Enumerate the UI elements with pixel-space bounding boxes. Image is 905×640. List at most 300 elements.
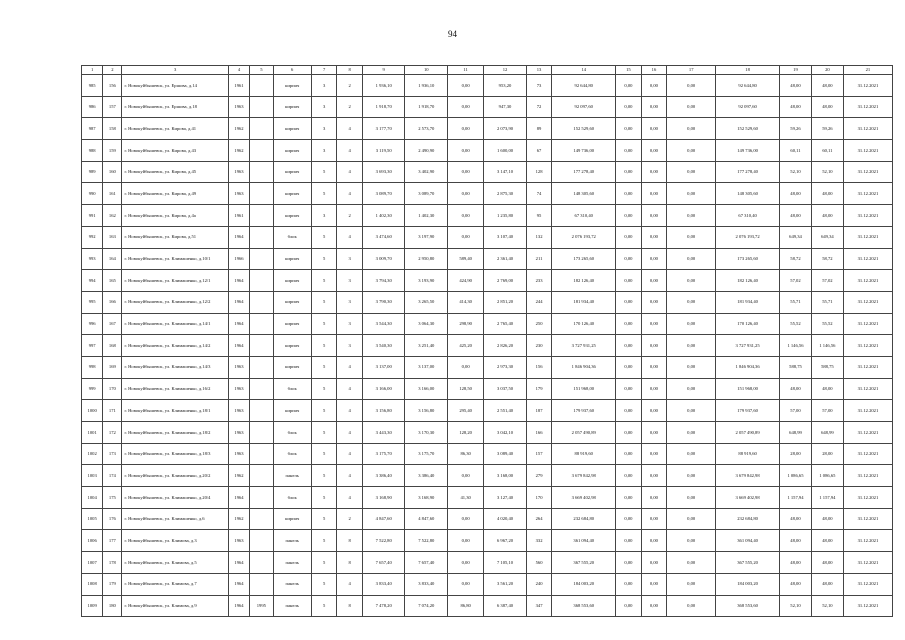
table-cell: 31.12.2021 [843, 378, 892, 400]
column-number-cell: 1 [82, 66, 103, 75]
table-cell: 425,20 [448, 335, 484, 357]
table-cell: 3 166,00 [405, 378, 448, 400]
table-cell: панель [273, 595, 311, 617]
table-cell: 128,50 [448, 378, 484, 400]
table-cell: 3 386,40 [405, 465, 448, 487]
table-cell: 3 727 931,25 [552, 335, 616, 357]
table-cell: 31.12.2021 [843, 400, 892, 422]
table-cell: 187 [526, 400, 552, 422]
table-cell: 279 [526, 465, 552, 487]
table-cell: 995 [82, 291, 103, 313]
table-cell: 5 [311, 313, 337, 335]
address-cell: г. Новокуйбышевск, ул. Климашенко, д.20/4 [122, 487, 228, 509]
table-cell: 1964 [228, 487, 249, 509]
table-cell: 0,00 [641, 313, 667, 335]
table-cell: 31.12.2021 [843, 465, 892, 487]
table-cell: 3 119,50 [362, 140, 405, 162]
table-cell: 367 555,20 [716, 552, 780, 574]
table-cell: кирпич [273, 291, 311, 313]
table-cell: 1 146,56 [780, 335, 812, 357]
table-cell: 31.12.2021 [843, 140, 892, 162]
table-cell: 92 644,80 [716, 75, 780, 97]
table-cell: 31.12.2021 [843, 183, 892, 205]
table-cell: 3 [337, 313, 363, 335]
table-cell: 0,00 [667, 530, 716, 552]
table-cell: 3 [337, 248, 363, 270]
table-cell: 72 [526, 96, 552, 118]
table-cell: 4 [337, 443, 363, 465]
table-cell: 0,00 [641, 422, 667, 444]
table-cell: 52,10 [811, 595, 843, 617]
table-cell: 3 156,80 [362, 400, 405, 422]
table-cell: 2 490,90 [405, 140, 448, 162]
table-cell: 48,00 [811, 205, 843, 227]
table-cell: 0,00 [641, 118, 667, 140]
address-cell: г. Новокуйбышевск, ул. Ершова, д.14 [122, 75, 228, 97]
table-cell: 0,00 [616, 465, 642, 487]
table-cell: 3 137,00 [405, 356, 448, 378]
table-cell: 48,00 [811, 378, 843, 400]
address-cell: г. Новокуйбышевск, ул. Ершова, д.18 [122, 96, 228, 118]
table-cell: 3 [337, 335, 363, 357]
table-cell: 171 [103, 400, 122, 422]
table-cell: 148 305,60 [716, 183, 780, 205]
table-cell: 1 086,65 [811, 465, 843, 487]
table-cell: 67 310,40 [552, 205, 616, 227]
table-cell [250, 183, 273, 205]
table-row [82, 465, 893, 487]
table-cell: 3 [311, 140, 337, 162]
table-cell: 240 [526, 573, 552, 595]
table-cell: 180 [103, 595, 122, 617]
table-cell: 2 057 490,89 [552, 422, 616, 444]
table-cell: 149 736,00 [552, 140, 616, 162]
table-cell: 57,02 [780, 270, 812, 292]
table-cell: 165 [103, 270, 122, 292]
table-cell: 1007 [82, 552, 103, 574]
address-cell: г. Новокуйбышевск, ул. Кирова, д.45 [122, 161, 228, 183]
table-cell: 173 265,60 [716, 248, 780, 270]
table-cell: 31.12.2021 [843, 335, 892, 357]
table-cell: 92 097,60 [716, 96, 780, 118]
table-cell: 3 127,40 [484, 487, 527, 509]
table-cell: 3 443,30 [362, 422, 405, 444]
table-cell: 89 [526, 118, 552, 140]
table-cell: 2 057 490,89 [716, 422, 780, 444]
table-cell: 181 934,40 [716, 291, 780, 313]
table-cell: 1 235,80 [484, 205, 527, 227]
table-cell: 31.12.2021 [843, 356, 892, 378]
table-cell [250, 465, 273, 487]
table-cell [250, 443, 273, 465]
table-cell: 0,00 [616, 226, 642, 248]
table-cell: 184 003,20 [716, 573, 780, 595]
table-cell: 1002 [82, 443, 103, 465]
table-cell: панель [273, 573, 311, 595]
table-cell: 3 147,10 [484, 161, 527, 183]
table-cell: 0,00 [667, 443, 716, 465]
table-cell [250, 291, 273, 313]
table-cell: 160 [103, 161, 122, 183]
table-cell: 990 [82, 183, 103, 205]
table-cell: 989 [82, 161, 103, 183]
table-cell: 166 [526, 422, 552, 444]
table-cell: 1962 [228, 508, 249, 530]
table-cell [250, 356, 273, 378]
table-cell: 3 [337, 291, 363, 313]
address-cell: г. Новокуйбышевск, ул. Климова, д.3 [122, 530, 228, 552]
table-cell: 1963 [228, 356, 249, 378]
table-cell: 55,71 [811, 291, 843, 313]
table-cell: 5 [311, 595, 337, 617]
table-cell [250, 552, 273, 574]
table-cell: кирпич [273, 270, 311, 292]
table-cell: 4 [337, 465, 363, 487]
table-cell: 2 361,40 [484, 248, 527, 270]
table-cell: 1 086,65 [780, 465, 812, 487]
table-row [82, 96, 893, 118]
column-number-cell: 9 [362, 66, 405, 75]
table-cell: 74 [526, 183, 552, 205]
table-cell [250, 335, 273, 357]
table-row [82, 378, 893, 400]
table-cell: 0,00 [448, 140, 484, 162]
table-cell: 5 [311, 183, 337, 205]
table-cell: 5 [311, 443, 337, 465]
table-cell: 128 [526, 161, 552, 183]
table-cell: 31.12.2021 [843, 118, 892, 140]
table-cell: 3 089,70 [362, 183, 405, 205]
table-cell: 156 [526, 356, 552, 378]
table-cell: 48,00 [811, 75, 843, 97]
table-cell: 48,00 [811, 552, 843, 574]
table-cell: 1 402,30 [362, 205, 405, 227]
table-cell: кирпич [273, 356, 311, 378]
address-cell: г. Новокуйбышевск, ул. Климашенко, д.14/3 [122, 356, 228, 378]
table-cell: 588,75 [780, 356, 812, 378]
table-cell: 0,00 [667, 248, 716, 270]
table-cell: 177 [103, 530, 122, 552]
table-cell: 0,00 [641, 573, 667, 595]
table-cell: 0,00 [616, 140, 642, 162]
table-cell: 3 544,30 [362, 313, 405, 335]
table-cell: 2 973,30 [484, 356, 527, 378]
table-cell: 48,00 [780, 205, 812, 227]
table-cell: 0,00 [667, 183, 716, 205]
table-cell: 211 [526, 248, 552, 270]
table-cell [250, 248, 273, 270]
housing-table [81, 65, 893, 617]
address-cell: г. Новокуйбышевск, ул. Климашенко, д.6 [122, 508, 228, 530]
table-cell: 4 020,40 [484, 508, 527, 530]
table-cell: 0,00 [667, 270, 716, 292]
table-cell: 1963 [228, 422, 249, 444]
table-row [82, 335, 893, 357]
table-cell [250, 508, 273, 530]
table-cell: 589,40 [448, 248, 484, 270]
table-cell: кирпич [273, 75, 311, 97]
table-cell: 0,00 [641, 595, 667, 617]
address-cell: г. Новокуйбышевск, ул. Климова, д.7 [122, 573, 228, 595]
table-cell: 1964 [228, 291, 249, 313]
table-cell: 3 669 402,98 [716, 487, 780, 509]
table-cell: 0,00 [616, 487, 642, 509]
table-cell: 1004 [82, 487, 103, 509]
column-number-cell: 14 [552, 66, 616, 75]
table-cell: 1001 [82, 422, 103, 444]
table-cell: 31.12.2021 [843, 313, 892, 335]
table-cell: 0,00 [641, 508, 667, 530]
table-cell: 3 175,70 [362, 443, 405, 465]
table-cell: 2 [337, 75, 363, 97]
table-cell: 182 126,40 [552, 270, 616, 292]
table-cell: 250 [526, 313, 552, 335]
table-row [82, 161, 893, 183]
table-cell: 48,00 [780, 183, 812, 205]
table-cell: 1 846 904,36 [716, 356, 780, 378]
table-cell [250, 270, 273, 292]
table-cell: 73 [526, 75, 552, 97]
table-cell: 986 [82, 96, 103, 118]
table-cell: 3 168,90 [362, 487, 405, 509]
table-cell: 0,00 [667, 378, 716, 400]
table-cell: 3 089,70 [405, 183, 448, 205]
table-cell: 167 [103, 313, 122, 335]
table-cell: 0,00 [641, 487, 667, 509]
table-cell: 6 387,40 [484, 595, 527, 617]
table-cell: 0,00 [616, 573, 642, 595]
table-cell: 1 157,94 [811, 487, 843, 509]
table-cell: 1 936,10 [405, 75, 448, 97]
table-cell: 3 [311, 96, 337, 118]
table-cell: 31.12.2021 [843, 226, 892, 248]
table-cell: 182 126,40 [716, 270, 780, 292]
table-cell: 0,00 [667, 118, 716, 140]
table-cell: 161 [103, 183, 122, 205]
table-cell: 31.12.2021 [843, 443, 892, 465]
table-cell: 1964 [228, 573, 249, 595]
table-cell: 3 790,30 [362, 291, 405, 313]
table-cell: кирпич [273, 400, 311, 422]
table-cell: 52,10 [780, 161, 812, 183]
table-cell: 0,00 [616, 291, 642, 313]
address-cell: г. Новокуйбышевск, ул. Климова, д.5 [122, 552, 228, 574]
table-cell: 298,90 [448, 313, 484, 335]
table-cell: 176 [103, 508, 122, 530]
table-cell [250, 422, 273, 444]
table-cell: 31.12.2021 [843, 422, 892, 444]
table-cell: 4 [337, 573, 363, 595]
table-row [82, 270, 893, 292]
table-cell: 2 875,30 [484, 183, 527, 205]
table-cell: 3 175,70 [405, 443, 448, 465]
table-cell: 0,00 [616, 75, 642, 97]
table-cell: кирпич [273, 140, 311, 162]
table-cell: 648,99 [811, 422, 843, 444]
table-cell: 0,00 [448, 183, 484, 205]
table-cell: 1962 [228, 118, 249, 140]
table-cell: 0,00 [616, 552, 642, 574]
table-cell: 3 037,50 [484, 378, 527, 400]
column-number-cell: 21 [843, 66, 892, 75]
table-cell: 0,00 [448, 508, 484, 530]
table-row [82, 205, 893, 227]
table-cell: 177 278,40 [552, 161, 616, 183]
table-cell: 953,20 [484, 75, 527, 97]
table-cell: 368 553,60 [552, 595, 616, 617]
table-cell: 5 [311, 248, 337, 270]
table-cell: 0,00 [641, 96, 667, 118]
table-cell: 1 936,10 [362, 75, 405, 97]
table-cell: 156 [103, 75, 122, 97]
table-cell: 2 [337, 96, 363, 118]
table-cell: 48,00 [811, 96, 843, 118]
table-cell: 649,34 [780, 226, 812, 248]
table-cell: 1961 [228, 205, 249, 227]
address-cell: г. Новокуйбышевск, ул. Климашенко, д.14/2 [122, 335, 228, 357]
table-row [82, 552, 893, 574]
table-cell: 88 919,60 [716, 443, 780, 465]
table-row [82, 508, 893, 530]
table-cell: 1005 [82, 508, 103, 530]
table-cell: 4 [337, 356, 363, 378]
table-cell: 424,90 [448, 270, 484, 292]
table-cell: 149 736,00 [716, 140, 780, 162]
table-cell: 0,00 [616, 443, 642, 465]
table-cell: 230 [526, 335, 552, 357]
table-cell: 0,00 [616, 356, 642, 378]
table-cell: 3 193,90 [405, 270, 448, 292]
table-cell: 59,26 [811, 118, 843, 140]
table-cell: 48,00 [780, 75, 812, 97]
table-cell: 0,00 [448, 552, 484, 574]
table-row [82, 313, 893, 335]
table-cell: кирпич [273, 118, 311, 140]
table-cell: 3 197,90 [405, 226, 448, 248]
table-cell: 31.12.2021 [843, 96, 892, 118]
table-cell: 0,00 [667, 487, 716, 509]
table-cell: 0,00 [641, 291, 667, 313]
table-cell: 41,30 [448, 487, 484, 509]
table-cell: 0,00 [448, 205, 484, 227]
table-row [82, 356, 893, 378]
column-number-cell: 15 [616, 66, 642, 75]
table-cell: 3 693,30 [362, 161, 405, 183]
table-cell: 3 540,30 [362, 335, 405, 357]
table-cell: 132 [526, 226, 552, 248]
table-cell: 170 [103, 378, 122, 400]
address-cell: г. Новокуйбышевск, ул. Климашенко, д.12/1 [122, 270, 228, 292]
table-cell: 175 [103, 487, 122, 509]
table-cell: 5 [311, 161, 337, 183]
table-cell: 2 076 193,72 [716, 226, 780, 248]
address-cell: г. Новокуйбышевск, ул. Кирова, д.49 [122, 183, 228, 205]
table-cell: 57,00 [780, 400, 812, 422]
table-cell: 5 [311, 270, 337, 292]
table-cell: 148 305,60 [552, 183, 616, 205]
table-cell: 48,00 [811, 508, 843, 530]
address-cell: г. Новокуйбышевск, ул. Климашенко, д.10/1 [122, 248, 228, 270]
table-cell: 88 919,60 [552, 443, 616, 465]
table-cell: 52,10 [780, 595, 812, 617]
table-row [82, 573, 893, 595]
table-cell: 0,00 [641, 161, 667, 183]
table-cell: 67 310,40 [716, 205, 780, 227]
table-cell: панель [273, 465, 311, 487]
table-cell: 55,52 [780, 313, 812, 335]
table-cell: 5 [311, 552, 337, 574]
table-cell: 28,00 [811, 443, 843, 465]
table-cell: 48,00 [780, 530, 812, 552]
table-cell [250, 487, 273, 509]
table-cell: 152 529,60 [716, 118, 780, 140]
table-cell: 3 156,80 [405, 400, 448, 422]
table-cell: 988 [82, 140, 103, 162]
column-number-cell: 13 [526, 66, 552, 75]
table-cell: 0,00 [641, 378, 667, 400]
address-cell: г. Новокуйбышевск, ул. Климашенко, д.12/2 [122, 291, 228, 313]
table-cell: 5 [311, 400, 337, 422]
table-cell [250, 205, 273, 227]
table-cell: 58,72 [780, 248, 812, 270]
table-cell: 4 [337, 378, 363, 400]
table-cell: 1003 [82, 465, 103, 487]
table-cell: 31.12.2021 [843, 205, 892, 227]
table-cell: 0,00 [641, 400, 667, 422]
table-cell: 48,00 [780, 378, 812, 400]
table-cell: 7 657,40 [405, 552, 448, 574]
table-cell: 5 [311, 356, 337, 378]
table-cell: 1 402,30 [405, 205, 448, 227]
table-row [82, 487, 893, 509]
table-cell: 1964 [228, 226, 249, 248]
table-cell: 31.12.2021 [843, 248, 892, 270]
table-cell: 173 [103, 443, 122, 465]
table-cell: 0,00 [616, 400, 642, 422]
table-cell: 648,99 [780, 422, 812, 444]
table-cell [250, 140, 273, 162]
table-cell: 59,26 [780, 118, 812, 140]
table-cell: 1963 [228, 443, 249, 465]
table-cell: 48,00 [811, 530, 843, 552]
table-cell: 0,00 [641, 552, 667, 574]
table-cell: 31.12.2021 [843, 270, 892, 292]
table-row [82, 226, 893, 248]
table-cell: 1964 [228, 313, 249, 335]
table-cell: 0,00 [448, 226, 484, 248]
table-cell: 1962 [228, 140, 249, 162]
table-row [82, 75, 893, 97]
table-cell: 0,00 [616, 118, 642, 140]
table-cell: 3 177,70 [362, 118, 405, 140]
table-cell: 0,00 [616, 508, 642, 530]
table-row [82, 248, 893, 270]
table-cell: 7 522,80 [405, 530, 448, 552]
table-cell: 588,75 [811, 356, 843, 378]
table-cell [250, 96, 273, 118]
table-cell [250, 313, 273, 335]
table-cell: 95 [526, 205, 552, 227]
table-cell: 31.12.2021 [843, 487, 892, 509]
table-cell: 0,00 [641, 270, 667, 292]
table-cell: 0,00 [641, 226, 667, 248]
table-cell: 2 851,20 [484, 291, 527, 313]
table-cell: 3 679 842,98 [552, 465, 616, 487]
table-cell: 158 [103, 118, 122, 140]
table-cell: 1963 [228, 400, 249, 422]
table-cell: 2 [337, 508, 363, 530]
table-cell: 0,00 [667, 335, 716, 357]
